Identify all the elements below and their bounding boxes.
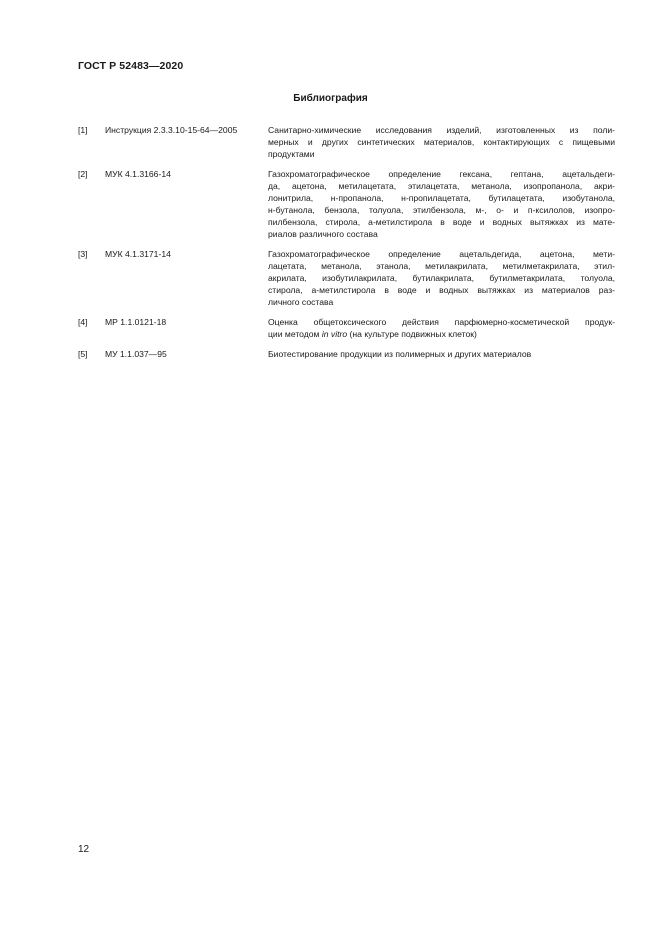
entry-title-line: лацетата, метанола, этанола, метилакрилата, метилметакрилата, этил- — [268, 260, 615, 271]
entry-title-line: стирола, а-метилстирола в воде и водных вытяжках из материалов раз- — [268, 284, 615, 295]
entry-title-line: акрилата, изобутилакрилата, бутилакрилата, бутилметакрилата, толуола, — [268, 272, 615, 283]
entry-title-line: Санитарно-химические исследования изделий, изготовленных из поли- — [268, 125, 615, 135]
entry-document-id: МР 1.1.0121-18 — [105, 316, 167, 327]
entry-document-id: Инструкция 2.3.3.10-15-64—2005 — [105, 125, 238, 135]
entry-title — [268, 349, 615, 361]
entry-title-line: Газохроматографическое определение ацетальдегида, ацетона, мети- — [268, 248, 615, 259]
entry-document-id: МУК 4.1.3171-14 — [105, 248, 171, 259]
section-title: Библиография — [293, 93, 368, 104]
entry-title — [268, 317, 615, 341]
entry-title-line: продуктами — [268, 148, 315, 159]
entry-title-line: Биотестирование продукции из полимерных и других материалов — [268, 349, 532, 360]
entry-number: [2] — [78, 169, 88, 180]
bibliography-entry — [78, 125, 615, 161]
bibliography-entry — [78, 169, 615, 240]
bibliography-entry — [78, 349, 615, 361]
entry-title-line: да, ацетона, метилацетата, этилацетата, метанола, изопропанола, акри- — [268, 181, 615, 192]
entry-document-id: МУК 4.1.3166-14 — [105, 169, 171, 180]
entry-title — [268, 125, 615, 161]
entry-number: [1] — [78, 125, 88, 135]
entry-document-id: МУ 1.1.037—95 — [105, 349, 167, 360]
entry-title-line: ции методом in vitro (на культуре подвижных клеток) — [268, 328, 477, 339]
entry-title — [268, 249, 615, 309]
entry-title-line: лонитрила, н-пропанола, н-пропилацетата, бутилацетата, изобутанола, — [268, 192, 615, 203]
entry-number: [4] — [78, 316, 88, 327]
entry-number: [3] — [78, 248, 88, 259]
entry-title-line: риалов различного состава — [268, 228, 378, 239]
document-header: ГОСТ Р 52483—2020 — [78, 60, 184, 72]
entry-number: [5] — [78, 349, 88, 360]
entry-title-line: мерных и других синтетических материалов, контактирующих с пищевыми — [268, 136, 615, 147]
bibliography-entry — [78, 249, 615, 309]
entry-title-line: пилбензола, стирола, а-метилстирола в воде и водных вытяжках из мате- — [268, 216, 615, 227]
entry-title-line: Оценка общетоксического действия парфюмерно-косметической продук- — [268, 316, 615, 327]
entry-title — [268, 169, 615, 240]
page-number: 12 — [78, 844, 90, 855]
bibliography-list — [78, 125, 615, 369]
bibliography-entry — [78, 317, 615, 341]
entry-title-line: личного состава — [268, 296, 334, 307]
latin-term: in vitro — [321, 328, 348, 339]
entry-title-line: н-бутанола, бензола, толуола, этилбензола, м-, о- и п-ксилолов, изопро- — [268, 204, 615, 215]
entry-title-line: Газохроматографическое определение гексана, гептана, ацетальдеги- — [268, 169, 615, 180]
